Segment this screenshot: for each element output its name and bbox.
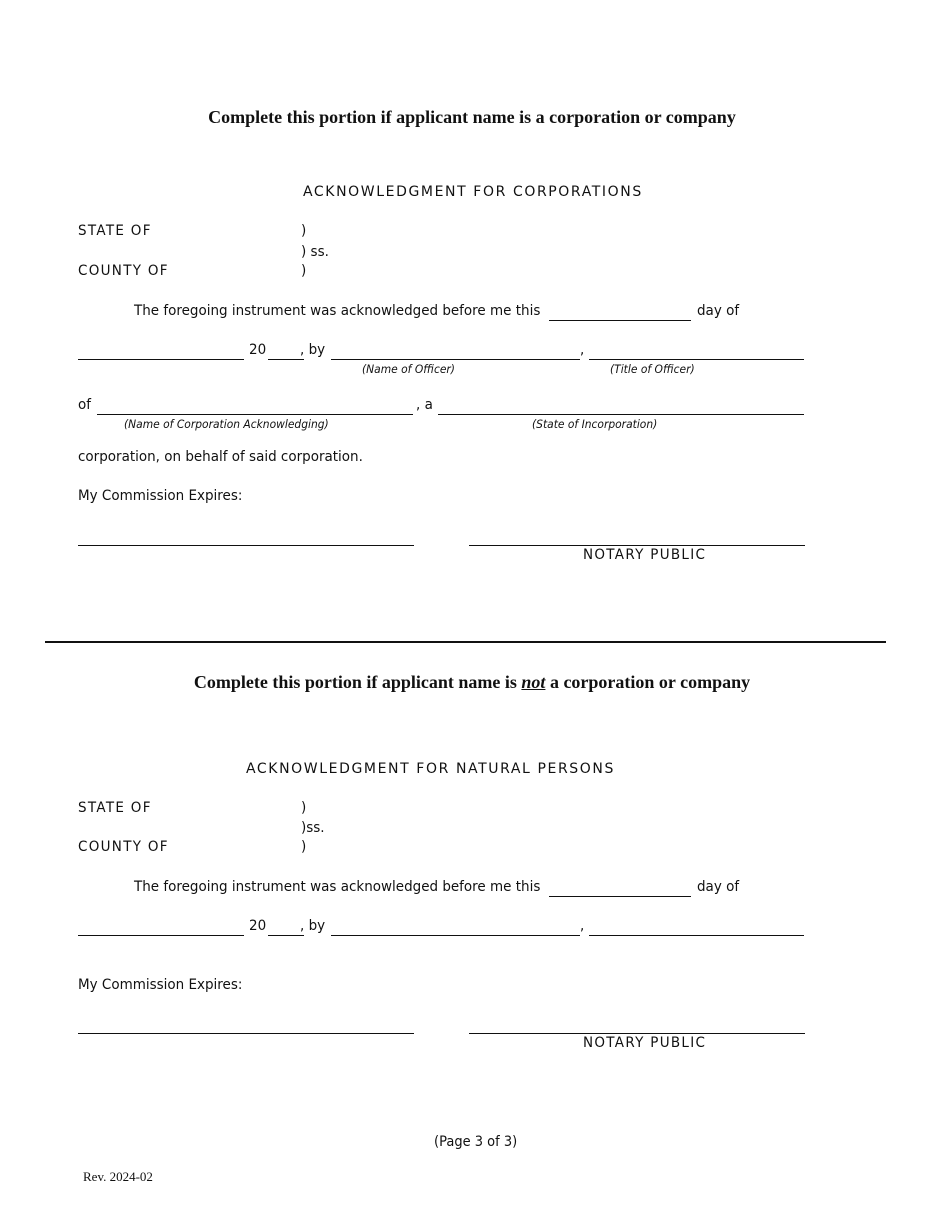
- corp-day-of-text: day of: [697, 303, 740, 319]
- corp-month-blank[interactable]: [78, 359, 244, 360]
- natural-commission-expires-blank[interactable]: [78, 1033, 414, 1034]
- revision-label: Rev. 2024-02: [83, 1169, 153, 1184]
- natural-year-blank[interactable]: [268, 935, 304, 936]
- natural-ack-title: ACKNOWLEDGMENT FOR NATURAL PERSONS: [246, 761, 615, 777]
- natural-heading-pre: Complete this portion if applicant name is: [193, 672, 522, 692]
- natural-section-heading: [0, 672, 944, 693]
- corp-state-of-label: STATE OF: [78, 223, 152, 239]
- natural-second-blank[interactable]: [589, 935, 804, 936]
- corp-officer-name-blank[interactable]: [331, 359, 580, 360]
- natural-day-of-text: day of: [697, 879, 740, 895]
- natural-heading-post: a corporation or company: [545, 672, 751, 692]
- corp-year-blank[interactable]: [268, 359, 304, 360]
- corp-state-of-incorporation-caption: (State of Incorporation): [532, 417, 658, 431]
- corp-ack-title: ACKNOWLEDGMENT FOR CORPORATIONS: [303, 184, 643, 200]
- corp-paren-3: ): [301, 263, 307, 279]
- corp-paren-1: ): [301, 223, 307, 239]
- corp-comma-by: , by: [300, 342, 326, 358]
- natural-state-of-label: STATE OF: [78, 800, 152, 816]
- natural-person-name-blank[interactable]: [331, 935, 580, 936]
- corp-officer-title-blank[interactable]: [589, 359, 804, 360]
- corp-state-of-incorporation-blank[interactable]: [438, 414, 804, 415]
- natural-year-prefix: 20: [249, 918, 267, 934]
- natural-heading-emphasis: not: [521, 672, 546, 692]
- natural-comma-by: , by: [300, 918, 326, 934]
- natural-paren-1: ): [301, 800, 307, 816]
- corp-year-prefix: 20: [249, 342, 267, 358]
- corp-comma: ,: [580, 342, 585, 358]
- corp-name-of-corporation-caption: (Name of Corporation Acknowledging): [124, 417, 329, 431]
- corp-on-behalf-text: corporation, on behalf of said corporation.: [78, 449, 363, 465]
- natural-day-blank[interactable]: [549, 896, 691, 897]
- corp-paren-ss: ) ss.: [301, 244, 329, 260]
- natural-month-blank[interactable]: [78, 935, 244, 936]
- corp-commission-expires-blank[interactable]: [78, 545, 414, 546]
- natural-notary-public-label: NOTARY PUBLIC: [583, 1035, 707, 1051]
- corp-name-of-officer-caption: (Name of Officer): [362, 362, 455, 376]
- natural-paren-3: ): [301, 839, 307, 855]
- natural-comma: ,: [580, 918, 585, 934]
- corp-notary-public-label: NOTARY PUBLIC: [583, 547, 707, 563]
- natural-foregoing-text: The foregoing instrument was acknowledged before me this: [134, 879, 541, 895]
- corp-notary-signature-blank[interactable]: [469, 545, 805, 546]
- corp-section-heading: Complete this portion if applicant name is a corporation or company: [208, 107, 736, 127]
- natural-notary-signature-blank[interactable]: [469, 1033, 805, 1034]
- section-divider: [45, 641, 886, 643]
- corp-title-of-officer-caption: (Title of Officer): [610, 362, 695, 376]
- corp-corporation-name-blank[interactable]: [97, 414, 413, 415]
- page-number: (Page 3 of 3): [434, 1134, 518, 1150]
- corp-comma-a: , a: [416, 397, 433, 413]
- corp-of-text: of: [78, 397, 92, 413]
- corp-commission-expires-label: My Commission Expires:: [78, 488, 243, 504]
- corp-day-blank[interactable]: [549, 320, 691, 321]
- natural-commission-expires-label: My Commission Expires:: [78, 977, 243, 993]
- corp-county-of-label: COUNTY OF: [78, 263, 169, 279]
- corp-foregoing-text: The foregoing instrument was acknowledged before me this: [134, 303, 541, 319]
- natural-county-of-label: COUNTY OF: [78, 839, 169, 855]
- natural-paren-ss: )ss.: [301, 820, 325, 836]
